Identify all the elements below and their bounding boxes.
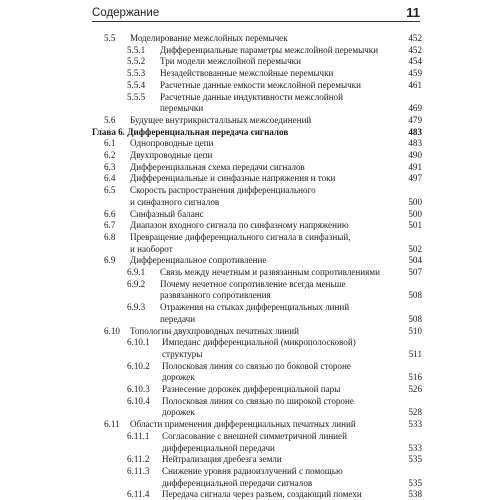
toc-entry bbox=[0, 453, 500, 465]
toc-entry bbox=[0, 149, 500, 161]
toc-entry-title: Незадействованные межслойные перемычки bbox=[160, 68, 334, 79]
toc-entry-title: Скорость распространения дифференциального bbox=[130, 185, 316, 196]
toc-entry-page: 504 bbox=[408, 255, 422, 266]
toc-entry-title: передачи bbox=[160, 313, 196, 324]
running-head-title: Содержание bbox=[92, 7, 160, 19]
toc-entry-number: 5.5.5 bbox=[127, 91, 146, 102]
toc-entry-page: 483 bbox=[408, 126, 422, 137]
toc-entry-number: 6.11 bbox=[104, 419, 120, 430]
toc-entry-page: 526 bbox=[408, 384, 422, 394]
toc-entry-number: 6.3 bbox=[104, 161, 116, 172]
toc-entry-title: и синфазного сигналов bbox=[130, 196, 220, 207]
toc-entry-number: 6.7 bbox=[104, 220, 116, 231]
toc-entry bbox=[0, 301, 500, 313]
toc-entry-title: дорожек bbox=[162, 407, 195, 418]
toc-entry bbox=[0, 91, 500, 103]
toc-entry-title: Нейтрализация дребезга земли bbox=[162, 454, 282, 465]
toc-entry-number: 5.5.2 bbox=[127, 56, 146, 67]
toc-entry bbox=[0, 55, 500, 67]
toc-entry bbox=[0, 137, 500, 149]
toc-entry-page: 533 bbox=[408, 442, 422, 453]
toc-entry-title: Будущее внутрикристалльных межсоединений bbox=[130, 114, 312, 125]
toc-entry bbox=[0, 254, 500, 266]
toc-entry bbox=[0, 418, 500, 430]
toc-entry-title: Расчетные данные емкости межслойной перемычки bbox=[160, 79, 361, 90]
toc-entry-page: 461 bbox=[408, 79, 422, 90]
toc-entry-number: 6.10 bbox=[104, 325, 120, 336]
toc-entry-number: 6.11.3 bbox=[127, 465, 150, 476]
toc-entry bbox=[0, 488, 500, 500]
toc-entry-title: Однопроводные цепи bbox=[130, 138, 214, 149]
toc-entry-title: Диапазон входного сигнала по синфазному напряжению bbox=[130, 220, 349, 231]
toc-entry-page: 511 bbox=[408, 348, 422, 359]
toc-entry-continuation bbox=[0, 102, 500, 114]
toc-entry-number: 6.2 bbox=[104, 150, 116, 160]
toc-entry bbox=[0, 219, 500, 231]
toc-entry bbox=[0, 360, 500, 372]
toc-entry-number: 6.10.4 bbox=[127, 395, 150, 406]
toc-entry-page: 538 bbox=[408, 489, 422, 500]
toc-entry-title: Отражения на стыках дифференциальных линий bbox=[160, 302, 350, 313]
toc-entry-number: 6.10.1 bbox=[127, 337, 150, 348]
toc-entry-page: 452 bbox=[408, 33, 422, 43]
toc-entry bbox=[0, 231, 500, 243]
toc-chapter-heading bbox=[0, 126, 500, 138]
toc-entry-page: 500 bbox=[408, 208, 422, 219]
toc-entry-continuation bbox=[0, 196, 500, 208]
toc-entry bbox=[0, 430, 500, 442]
toc-entry-number: 5.5.3 bbox=[127, 68, 146, 79]
toc-entry-title: Дифференциальная схема передачи сигналов bbox=[130, 161, 305, 172]
toc-entry-page: 501 bbox=[408, 220, 422, 231]
toc-entry-title: Разнесение дорожек дифференциальной пары bbox=[162, 384, 341, 394]
toc-entry-title: Превращение дифференциального сигнала в синфазный, bbox=[130, 231, 351, 242]
toc-entry-title: структуры bbox=[162, 348, 203, 359]
toc-entry bbox=[0, 67, 500, 79]
toc-entry-continuation bbox=[0, 243, 500, 255]
toc-entry-continuation bbox=[0, 289, 500, 301]
toc-entry-title: Дифференциальные параметры межслойной перемычки bbox=[160, 44, 379, 55]
toc-entry-page: 508 bbox=[408, 313, 422, 324]
toc-entry-page: 528 bbox=[408, 407, 422, 418]
toc-entry bbox=[0, 465, 500, 477]
toc-entry-title: Области применения дифференциальных печатных линий bbox=[130, 419, 356, 430]
toc-entry-number: 5.5.1 bbox=[127, 44, 146, 55]
toc-entry-title: Передача сигнала через разъем, создающий помехи bbox=[162, 489, 362, 500]
toc-entry-title: Импеданс дифференциальной (микрополосковой) bbox=[162, 337, 356, 348]
toc-entry-title: дифференциальной передачи bbox=[162, 442, 275, 453]
toc-entry bbox=[0, 172, 500, 184]
toc-entry-title: Почему нечетное сопротивление всегда меньше bbox=[160, 278, 346, 289]
toc-entry-title: Связь между нечетным и развязанным сопротивлениями bbox=[160, 267, 380, 277]
toc-entry-number: 5.6 bbox=[104, 114, 116, 125]
toc-entry-number: 6.9.1 bbox=[127, 267, 146, 277]
toc-entry-number: 6.9.3 bbox=[127, 302, 146, 313]
toc-entry-number: 6.9.2 bbox=[127, 278, 146, 289]
toc-entry-continuation bbox=[0, 313, 500, 325]
toc-entry-page: 535 bbox=[408, 454, 422, 465]
toc-entry bbox=[0, 184, 500, 196]
toc-entry-page: 479 bbox=[408, 114, 422, 125]
toc-entry-page: 500 bbox=[408, 196, 422, 207]
toc-entry bbox=[0, 383, 500, 395]
toc-entry bbox=[0, 161, 500, 173]
toc-entry bbox=[0, 32, 500, 44]
toc-entry bbox=[0, 44, 500, 56]
toc-entry-number: 6.11.1 bbox=[127, 430, 150, 441]
toc-entry bbox=[0, 114, 500, 126]
toc-entry-title: Топологии двухпроводных печатных линий bbox=[130, 325, 299, 336]
toc-entry bbox=[0, 325, 500, 337]
toc-entry bbox=[0, 208, 500, 220]
toc-entry-page: 483 bbox=[408, 138, 422, 149]
toc-entry-number: 6.6 bbox=[104, 208, 116, 219]
toc-entry-title: Дифференциальное сопротивление bbox=[130, 255, 267, 266]
toc-entry-title: перемычки bbox=[160, 103, 204, 114]
toc-entry-page: 516 bbox=[408, 372, 422, 383]
toc-entry-title: развязанного сопротивления bbox=[160, 290, 271, 301]
toc-entry-page: 510 bbox=[408, 325, 422, 336]
toc-entry-page: 508 bbox=[408, 290, 422, 301]
toc-entry-number: 6.1 bbox=[104, 138, 116, 149]
running-head-page-number: 11 bbox=[406, 5, 420, 20]
toc-entry-continuation bbox=[0, 442, 500, 454]
toc-entry-title: Расчетные данные индуктивности межслойной bbox=[160, 91, 343, 102]
toc-entry-number: 6.11.2 bbox=[127, 454, 150, 465]
toc-entry-page: 469 bbox=[408, 103, 422, 114]
toc-entry-page: 535 bbox=[408, 477, 422, 488]
toc-entry-number: 5.5.4 bbox=[127, 79, 146, 90]
toc-entry-page: 502 bbox=[408, 243, 422, 254]
toc-entry-title: Три модели межслойной перемычки bbox=[160, 56, 301, 67]
toc-entry-page: 452 bbox=[408, 44, 422, 55]
toc-entry-page: 459 bbox=[408, 68, 422, 79]
toc-entry-continuation bbox=[0, 371, 500, 383]
toc-entry-page: 491 bbox=[408, 161, 422, 172]
toc-entry-title: Согласование с внешней симметричной линией bbox=[162, 430, 347, 441]
toc-entry bbox=[0, 336, 500, 348]
toc-entry-page: 507 bbox=[408, 267, 422, 277]
toc-entry-number: 6.4 bbox=[104, 173, 116, 184]
toc-entry-title: Моделирование межслойных перемычек bbox=[130, 33, 288, 43]
toc-entry-number: 5.5 bbox=[104, 33, 116, 43]
toc-entry-title: Дифференциальные и синфазные напряжения и токи bbox=[130, 173, 336, 184]
toc-entry-title: дифференциальной передачи сигналов bbox=[162, 477, 313, 488]
toc-entry-number: 6.5 bbox=[104, 185, 116, 196]
toc-entry bbox=[0, 79, 500, 91]
toc-entry-title: Снижение уровня радиоизлучений с помощью bbox=[162, 465, 343, 476]
toc-entry-continuation bbox=[0, 406, 500, 418]
toc-entry-continuation bbox=[0, 348, 500, 360]
toc-entry-title: и наоборот bbox=[130, 243, 173, 254]
toc-entry bbox=[0, 395, 500, 407]
toc-entry-title: Полосковая линия со связью по широкой стороне bbox=[162, 395, 354, 406]
toc-entry-number: 6.10.2 bbox=[127, 360, 150, 371]
toc-entry-page: 533 bbox=[408, 419, 422, 430]
toc-entry-number: 6.11.4 bbox=[127, 489, 150, 500]
toc-entry-page: 497 bbox=[408, 173, 422, 184]
toc-entry-number: 6.8 bbox=[104, 231, 116, 242]
toc-entry bbox=[0, 266, 500, 278]
toc-entry-title: Двухпроводные цепи bbox=[130, 150, 213, 160]
toc-entry-continuation bbox=[0, 477, 500, 489]
toc-entry-title: Полосковая линия со связью по боковой стороне bbox=[162, 360, 351, 371]
toc-entry bbox=[0, 278, 500, 290]
toc-entry-title: Синфазный баланс bbox=[130, 208, 204, 219]
toc-entry-page: 490 bbox=[408, 150, 422, 160]
toc-entry-number: 6.9 bbox=[104, 255, 116, 266]
toc-entry-page: 454 bbox=[408, 56, 422, 67]
toc-entry-number: 6.10.3 bbox=[127, 384, 150, 394]
toc-entry-title: Глава 6. Дифференциальная передача сигналов bbox=[92, 126, 289, 137]
toc-entry-title: дорожек bbox=[162, 372, 195, 383]
